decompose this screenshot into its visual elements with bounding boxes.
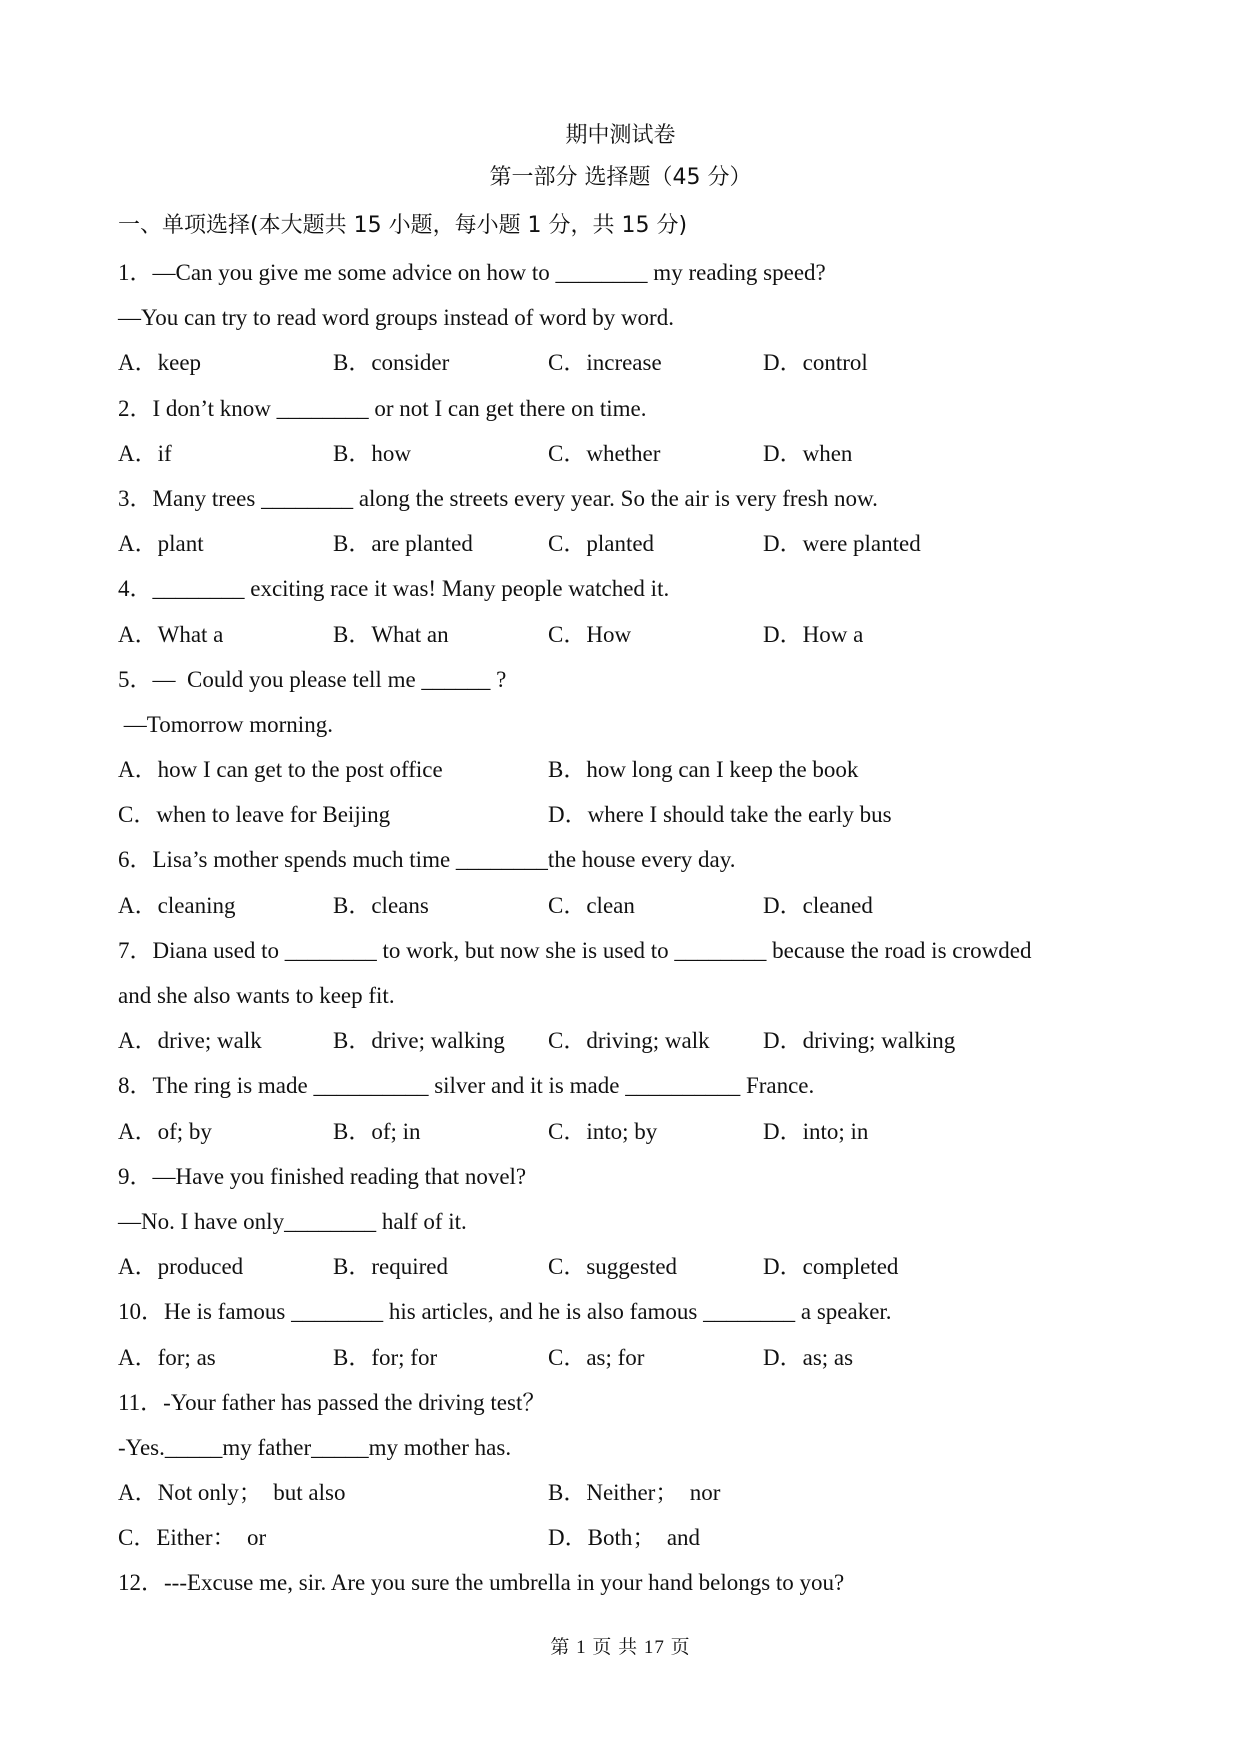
answer-option: B．consider: [333, 350, 450, 376]
answer-options-row: [118, 792, 1138, 837]
answer-option: C．increase: [548, 350, 662, 376]
question-line: [118, 1425, 1138, 1470]
answer-option: B．drive; walking: [333, 1028, 505, 1054]
answer-options-row: [118, 1244, 1138, 1289]
answer-option: A．if: [118, 440, 172, 466]
question-line: [118, 973, 1138, 1018]
question-line: [118, 250, 1138, 295]
answer-option: B．of; in: [333, 1118, 421, 1144]
answer-option: C．clean: [548, 892, 635, 918]
question-text: —You can try to read word groups instead of word by word.: [118, 305, 674, 331]
answer-option: B．Neither； nor: [548, 1480, 721, 1506]
question-list: [118, 250, 1138, 1606]
answer-option: B．What an: [333, 621, 449, 647]
answer-option: C．How: [548, 621, 632, 647]
answer-option: A．keep: [118, 350, 202, 376]
answer-options-row: [118, 1109, 1138, 1154]
answer-option: C．suggested: [548, 1254, 678, 1280]
section-heading: 一、单项选择(本大题共 15 小题，每小题 1 分，共 15 分): [118, 213, 688, 238]
question-line: [118, 1063, 1138, 1108]
answer-option: B．cleans: [333, 892, 429, 918]
question-text: 4．________ exciting race it was! Many people watched it.: [118, 576, 670, 602]
answer-options-row: [118, 1470, 1138, 1515]
answer-options-row: [118, 521, 1138, 566]
answer-options-row: [118, 1018, 1138, 1063]
answer-option: C．into; by: [548, 1118, 658, 1144]
question-text: 6．Lisa’s mother spends much time ________the house every day.: [118, 847, 736, 873]
question-line: [118, 837, 1138, 882]
answer-option: D．when: [763, 440, 853, 466]
answer-option: B．how: [333, 440, 411, 466]
question-line: [118, 702, 1138, 747]
answer-option: D．were planted: [763, 531, 921, 557]
answer-option: D．control: [763, 350, 868, 376]
answer-option: A．for; as: [118, 1344, 216, 1370]
question-text: 5．— Could you please tell me ______ ?: [118, 666, 507, 692]
question-text: 1．—Can you give me some advice on how to ________ my reading speed?: [118, 260, 826, 285]
question-text: —No. I have only________ half of it.: [118, 1208, 467, 1234]
answer-options-row: [118, 340, 1138, 385]
answer-option: A．drive; walk: [118, 1028, 262, 1054]
question-text: 8．The ring is made __________ silver and it is made __________ France.: [118, 1073, 815, 1099]
answer-option: C．driving; walk: [548, 1028, 710, 1054]
answer-option: A．plant: [118, 531, 204, 557]
answer-option: C．Either： or: [118, 1525, 267, 1551]
page-title: 期中测试卷: [565, 123, 676, 148]
answer-options-row: [118, 612, 1138, 657]
question-text: —Tomorrow morning.: [118, 711, 333, 737]
question-line: [118, 1560, 1138, 1605]
answer-option: A．What a: [118, 621, 224, 647]
answer-option: D．driving; walking: [763, 1028, 956, 1054]
question-text: 9．—Have you finished reading that novel?: [118, 1163, 527, 1189]
answer-options-row: [118, 747, 1138, 792]
answer-option: A．Not only； but also: [118, 1480, 346, 1506]
answer-option: D．where I should take the early bus: [548, 802, 892, 828]
answer-option: B．are planted: [333, 531, 473, 557]
question-line: [118, 1154, 1138, 1199]
answer-options-row: [118, 431, 1138, 476]
question-line: [118, 1289, 1138, 1334]
answer-option: C．as; for: [548, 1344, 645, 1370]
page-number: 第 1 页 共 17 页: [550, 1637, 691, 1658]
answer-option: C．whether: [548, 440, 661, 466]
answer-options-row: [118, 1515, 1138, 1560]
question-text: and she also wants to keep fit.: [118, 983, 395, 1008]
question-text: 10．He is famous ________ his articles, and he is also famous ________ a speaker.: [118, 1299, 892, 1325]
answer-option: B．required: [333, 1254, 448, 1280]
answer-option: D．How a: [763, 621, 864, 647]
answer-options-row: [118, 1335, 1138, 1380]
answer-option: C．planted: [548, 531, 655, 557]
question-line: [118, 928, 1138, 973]
answer-option: D．cleaned: [763, 892, 873, 918]
question-line: [118, 1199, 1138, 1244]
answer-option: D．as; as: [763, 1344, 854, 1370]
answer-options-row: [118, 883, 1138, 928]
part-subtitle: 第一部分 选择题（45 分）: [489, 165, 752, 190]
question-text: 12．---Excuse me, sir. Are you sure the umbrella in your hand belongs to you?: [118, 1570, 845, 1596]
answer-option: A．produced: [118, 1254, 244, 1280]
answer-option: B．for; for: [333, 1344, 438, 1370]
question-line: [118, 1380, 1138, 1425]
question-text: 7．Diana used to ________ to work, but now she is used to ________ because the road is crowded: [118, 937, 1032, 963]
answer-option: D．Both； and: [548, 1525, 701, 1551]
question-text: 3．Many trees ________ along the streets every year. So the air is very fresh now.: [118, 485, 878, 511]
answer-option: A．cleaning: [118, 892, 236, 918]
question-text: 11．-Your father has passed the driving test？: [118, 1389, 546, 1415]
answer-option: D．completed: [763, 1254, 899, 1280]
answer-option: D．into; in: [763, 1118, 869, 1144]
answer-option: C．when to leave for Beijing: [118, 802, 391, 828]
question-text: 2．I don’t know ________ or not I can get there on time.: [118, 395, 647, 421]
question-text: -Yes._____my father_____my mother has.: [118, 1434, 512, 1460]
answer-option: A．how I can get to the post office: [118, 757, 443, 783]
question-line: [118, 386, 1138, 431]
question-line: [118, 566, 1138, 611]
question-line: [118, 657, 1138, 702]
question-line: [118, 476, 1138, 521]
answer-option: A．of; by: [118, 1118, 212, 1144]
question-line: [118, 295, 1138, 340]
answer-option: B．how long can I keep the book: [548, 757, 859, 783]
